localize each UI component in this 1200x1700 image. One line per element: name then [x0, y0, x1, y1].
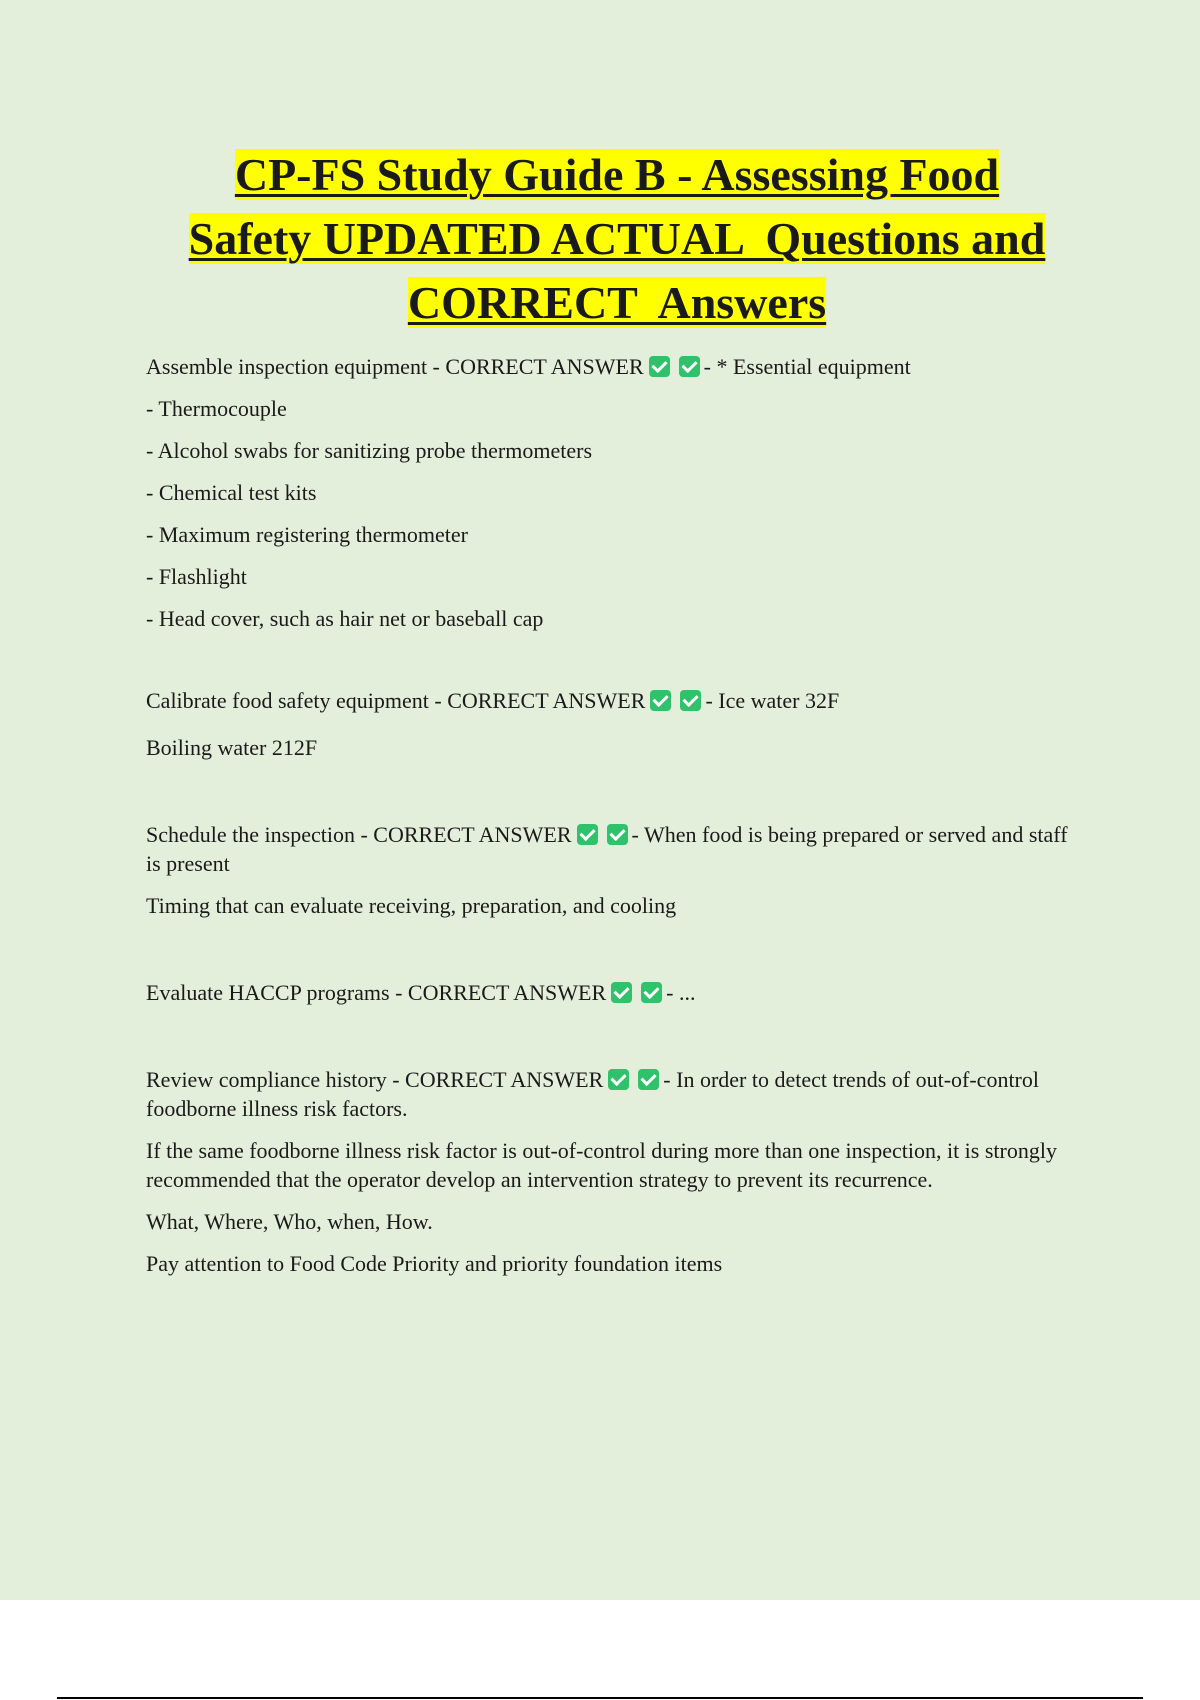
qa-question — [146, 978, 1076, 1007]
answer-line: Pay attention to Food Code Priority and priority foundation items — [146, 1251, 723, 1276]
answer-line: - Chemical test kits — [146, 480, 317, 505]
question-text: Calibrate food safety equipment - — [146, 688, 448, 713]
answer-line: If the same foodborne illness risk factor is out-of-control during more than one inspection, it is strongly recommended that the operator develop an intervention strategy to prevent its recurrence. — [146, 1138, 1063, 1192]
title-line-1: CP-FS Study Guide B - Assessing Food — [234, 149, 1000, 200]
qa-question — [146, 686, 1076, 715]
question-text: Evaluate HACCP programs - — [146, 980, 408, 1005]
checkmark-icon — [611, 982, 632, 1003]
item-spacer — [146, 646, 1076, 686]
qa-question — [146, 1065, 1076, 1123]
answer-line: What, Where, Who, when, How. — [146, 1209, 433, 1234]
answer-label: CORRECT ANSWER — [405, 1067, 604, 1092]
answer-label: CORRECT ANSWER — [407, 980, 607, 1005]
checkmark-icon — [607, 824, 628, 845]
checkmark-icon — [608, 1069, 629, 1090]
item-spacer — [146, 1025, 1076, 1065]
question-text: Assemble inspection equipment - — [146, 354, 446, 379]
document-title — [130, 143, 1104, 335]
question-text: Review compliance history - — [146, 1067, 406, 1092]
answer-label: CORRECT ANSWER — [447, 688, 646, 713]
answer-text: - ... — [666, 980, 696, 1005]
question-text: Schedule the inspection - — [146, 822, 374, 847]
answer-text: - In order to detect trends of out-of-control foodborne illness risk factors. — [146, 1067, 1045, 1121]
qa-question — [146, 352, 1076, 381]
answer-text: - Ice water 32F — [705, 688, 840, 713]
answer-line: Boiling water 212F — [146, 735, 318, 760]
answer-label: CORRECT ANSWER — [373, 822, 572, 847]
checkmark-icon — [680, 690, 701, 711]
answer-line: - Flashlight — [146, 564, 247, 589]
answer-line: - Thermocouple — [146, 396, 287, 421]
checkmark-icon — [679, 356, 700, 377]
checkmark-icon — [641, 982, 662, 1003]
checkmark-icon — [649, 356, 670, 377]
checkmark-icon — [638, 1069, 659, 1090]
answer-text: - When food is being prepared or served and staff is present — [146, 822, 1074, 876]
answer-label: CORRECT ANSWER — [445, 354, 644, 379]
item-spacer — [146, 938, 1076, 978]
title-line-2: Safety UPDATED ACTUAL Questions and — [188, 213, 1046, 264]
answer-text: - * Essential equipment — [703, 354, 911, 379]
title-line-3: CORRECT Answers — [407, 277, 827, 328]
qa-question — [146, 820, 1076, 878]
checkmark-icon — [650, 690, 671, 711]
answer-line: - Maximum registering thermometer — [146, 522, 468, 547]
answer-line: - Head cover, such as hair net or baseball cap — [146, 606, 544, 631]
footer-divider — [57, 1697, 1143, 1699]
answer-line: Timing that can evaluate receiving, preparation, and cooling — [146, 893, 677, 918]
qa-content — [146, 352, 1076, 1291]
checkmark-icon — [577, 824, 598, 845]
answer-line: - Alcohol swabs for sanitizing probe thermometers — [146, 438, 593, 463]
item-spacer — [146, 780, 1076, 820]
